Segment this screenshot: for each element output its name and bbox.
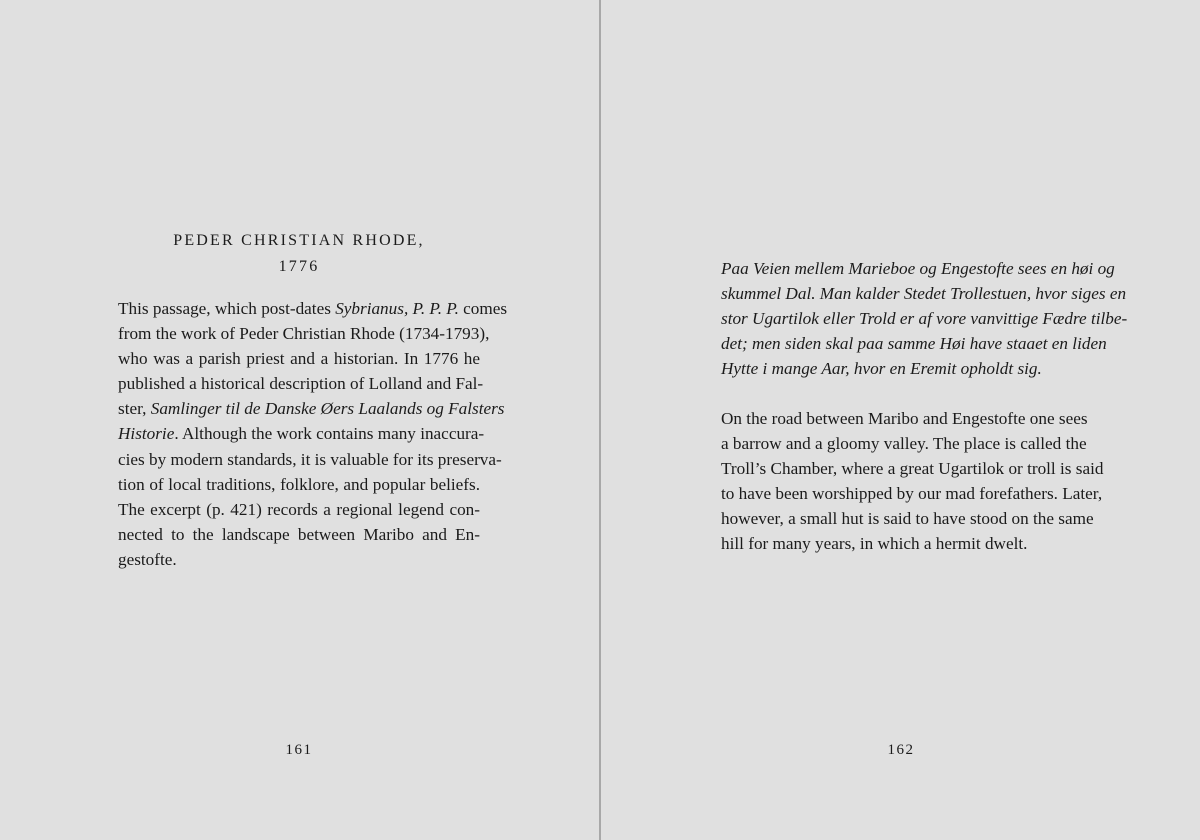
translation-line: a barrow and a gloomy valley. The place is called the — [721, 434, 1087, 454]
right-page — [601, 0, 1200, 840]
danish-quote — [721, 256, 1128, 381]
translation-line: to have been worshipped by our mad forefathers. Later, — [721, 484, 1103, 504]
text-run: gestofte. — [118, 549, 177, 569]
intro-line — [118, 346, 480, 371]
text-run: who was a parish priest and a historian. In 1776 he — [118, 349, 480, 369]
translation-line: On the road between Maribo and Engestofte one sees — [721, 409, 1088, 428]
text-run: nected to the landscape between Maribo and En- — [118, 524, 480, 544]
intro-line — [118, 497, 480, 522]
intro-line — [118, 447, 502, 472]
text-run: ster, — [118, 399, 151, 419]
quote-line: skummel Dal. Man kalder Stedet Trollestuen, hvor siges en — [721, 284, 1127, 304]
english-translation — [721, 406, 1104, 557]
quote-line: stor Ugartilok eller Trold er af vore vanvittige Fædre tilbe- — [721, 309, 1128, 329]
text-run: . Although the work contains many inaccura- — [174, 424, 485, 444]
intro-line — [118, 321, 490, 346]
translation-line: however, a small hut is said to have stood on the same — [721, 509, 1094, 529]
page-number-right: 162 — [887, 742, 915, 758]
intro-paragraph — [118, 296, 508, 572]
section-heading — [118, 228, 480, 280]
text-run: This passage, which post-dates — [118, 299, 336, 318]
intro-line — [118, 522, 480, 547]
text-run: cies by modern standards, it is valuable for its preserva- — [118, 449, 502, 469]
text-run: comes — [458, 299, 508, 318]
text-run: published a historical description of Lolland and Fal- — [118, 374, 484, 394]
translation-line: hill for many years, in which a hermit dwelt. — [721, 534, 1028, 554]
intro-line — [118, 472, 480, 497]
italic-title: Samlinger til de Danske Øers Laalands og Falsters — [150, 399, 505, 419]
text-run: tion of local traditions, folklore, and popular beliefs. — [118, 474, 480, 494]
quote-line: Paa Veien mellem Marieboe og Engestofte sees en høi og — [721, 259, 1115, 278]
translation-line: Troll’s Chamber, where a great Ugartilok or troll is said — [721, 459, 1104, 479]
left-page — [0, 0, 599, 840]
text-run: from the work of Peder Christian Rhode (1734-1793), — [118, 324, 490, 344]
quote-line: Hytte i mange Aar, hvor en Eremit opholdt sig. — [721, 359, 1042, 379]
page-number-left: 161 — [285, 742, 313, 758]
intro-line — [118, 421, 485, 446]
intro-line — [118, 547, 480, 572]
italic-title: Sybrianus, P. P. P. — [335, 299, 459, 318]
intro-line — [118, 396, 505, 421]
intro-line — [118, 296, 508, 321]
heading-author: PEDER CHRISTIAN RHODE, — [173, 232, 425, 249]
text-run: The excerpt (p. 421) records a regional legend con- — [118, 499, 480, 519]
heading-year: 1776 — [278, 258, 320, 275]
intro-line — [118, 371, 484, 396]
italic-title: Historie — [118, 424, 175, 444]
quote-line: det; men siden skal paa samme Høi have staaet en liden — [721, 334, 1107, 354]
